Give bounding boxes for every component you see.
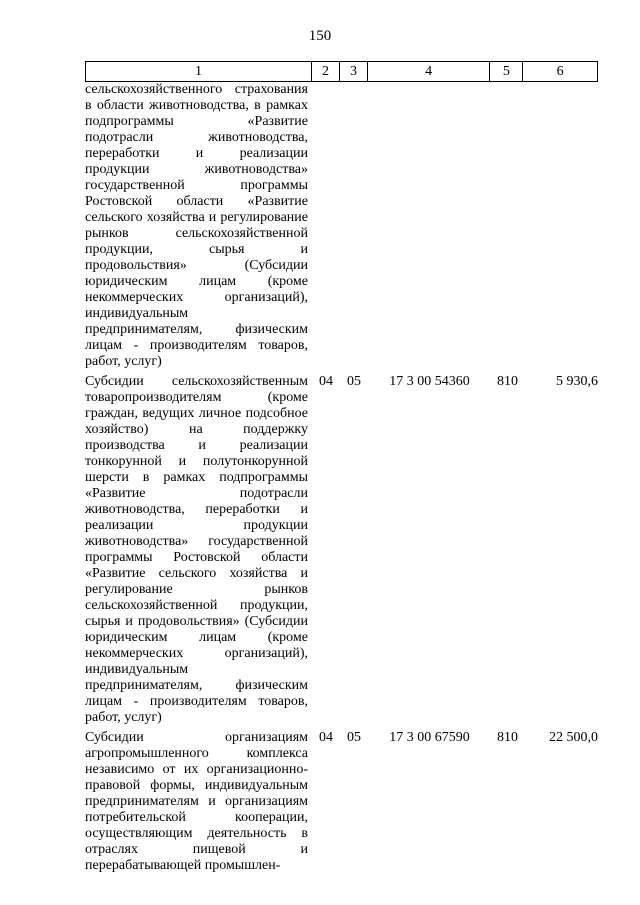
row-description: Субсидии организациям агропромышленного комплекса независимо от их организационно-правовой формы, индивидуальным предпринимателям и организациям потребительской кооперации, осуществляющим деятельность в отраслях пищевой и перерабатывающей промышлен- <box>85 730 308 873</box>
row-sum: 5 930,6 <box>556 374 598 389</box>
row-pr: 05 <box>347 730 361 745</box>
header-col-2: 2 <box>312 62 340 81</box>
header-col-6: 6 <box>556 64 564 79</box>
row-sum: 22 500,0 <box>549 730 598 745</box>
row-sum <box>524 82 598 370</box>
table-row <box>85 82 598 370</box>
header-col-4: 4 <box>368 62 491 81</box>
row-pr <box>340 82 368 370</box>
table-body <box>85 82 598 878</box>
row-description: Субсидии сельскохозяйственным товаропроизводителям (кроме граждан, ведущих личное подсобное хозяйство) на поддержку производства и реализации тонкорунной и полутонкорунной шерсти в рамках подпрограммы «Развитие подотрасли животноводства, переработки и реализации продукции животноводства» государственной программы Ростовской области «Развитие сельского хозяйства и регулирование рынков сельскохозяйственной продукции, сырья и продовольствия» (Субсидии юридическим лицам (кроме некоммерческих организаций), индивидуальным предпринимателям, физическим лицам - производителям товаров, работ, услуг) <box>85 374 308 725</box>
row-rz <box>312 82 340 370</box>
page-number: 150 <box>308 28 332 44</box>
row-csr: 17 3 00 67590 <box>389 730 470 745</box>
row-csr <box>368 82 491 370</box>
row-vr: 810 <box>497 730 518 745</box>
row-vr <box>491 82 524 370</box>
row-vr: 810 <box>497 374 518 389</box>
header-col-5: 5 <box>490 62 523 81</box>
table-row <box>85 374 598 726</box>
row-rz: 04 <box>319 374 333 389</box>
table-row <box>85 730 598 874</box>
header-col-1: 1 <box>86 62 312 81</box>
header-col-3: 3 <box>340 62 368 81</box>
row-description: сельскохозяйственного страхования в области животноводства, в рамках подпрограммы «Развитие подотрасли животноводства, переработки и реализации продукции животноводства» государственной программы Ростовской области «Развитие сельского хозяйства и регулирование рынков сельскохозяйственной продукции, сырья и продовольствия» (Субсидии юридическим лицам (кроме некоммерческих организаций), индивидуальным предпринимателям, физическим лицам - производителям товаров, работ, услуг) <box>85 82 308 369</box>
table-header <box>85 61 598 82</box>
row-rz: 04 <box>319 730 333 745</box>
row-csr: 17 3 00 54360 <box>389 374 470 389</box>
row-pr: 05 <box>347 374 361 389</box>
